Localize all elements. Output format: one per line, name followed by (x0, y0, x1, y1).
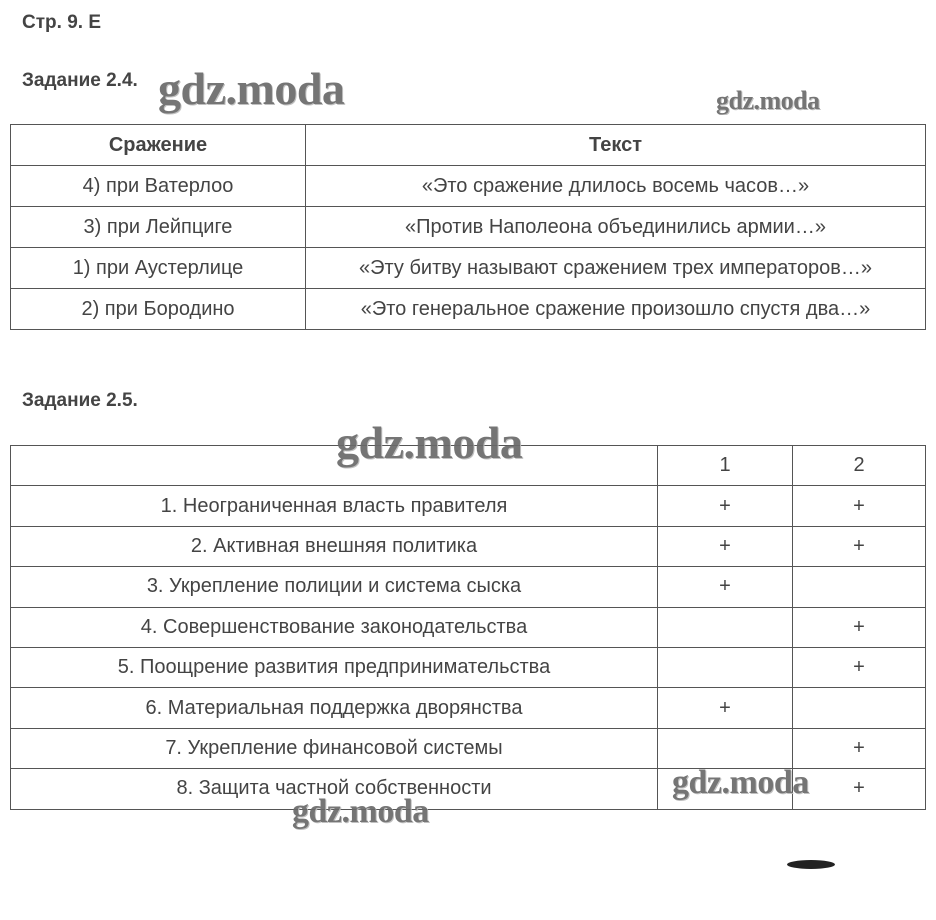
page-title: Стр. 9. Е (22, 12, 101, 33)
feature-cell: 4. Совершенствование законодательства (11, 607, 658, 647)
watermark-logo: gdz.moda (336, 417, 523, 468)
table-row (11, 207, 926, 248)
watermark-logo: gdz.moda (158, 63, 345, 114)
column-header-battle: Сражение (11, 125, 306, 166)
feature-cell: 3. Укрепление полиции и система сыска (11, 567, 658, 607)
mark-cell-2: + (793, 647, 926, 687)
mark-cell-2: + (793, 769, 926, 809)
feature-cell: 8. Защита частной собственности (11, 769, 658, 809)
table-row (11, 526, 926, 566)
mark-cell-2: + (793, 486, 926, 526)
task-2-5-table (10, 445, 926, 810)
mark-cell-1: + (658, 526, 793, 566)
column-header-feature (11, 446, 658, 486)
task-2-4-table (10, 124, 926, 330)
quote-cell: «Это сражение длилось восемь часов…» (306, 166, 926, 207)
quote-cell: «Эту битву называют сражением трех императоров…» (306, 248, 926, 289)
watermark-logo: gdz.moda (716, 86, 820, 115)
column-header-text: Текст (306, 125, 926, 166)
feature-cell: 1. Неограниченная власть правителя (11, 486, 658, 526)
table-row (11, 607, 926, 647)
quote-cell: «Это генеральное сражение произошло спустя два…» (306, 289, 926, 330)
table-row (11, 289, 926, 330)
watermark-logo: gdz.moda (292, 793, 429, 830)
column-header-2: 2 (793, 446, 926, 486)
task-2-5-heading: Задание 2.5. (22, 390, 138, 411)
mark-cell-2 (793, 567, 926, 607)
mark-cell-1 (658, 607, 793, 647)
mark-cell-2: + (793, 526, 926, 566)
mark-cell-2: + (793, 728, 926, 768)
watermark-logo: gdz.moda (672, 764, 809, 801)
mark-cell-1: + (658, 688, 793, 728)
mark-cell-2: + (793, 607, 926, 647)
battle-cell: 2) при Бородино (11, 289, 306, 330)
mark-cell-1: + (658, 486, 793, 526)
table-row (11, 166, 926, 207)
table-row (11, 248, 926, 289)
table-row (11, 647, 926, 687)
mark-cell-2 (793, 688, 926, 728)
task-2-4-heading: Задание 2.4. (22, 70, 138, 91)
mark-cell-1: + (658, 567, 793, 607)
quote-cell: «Против Наполеона объединились армии…» (306, 207, 926, 248)
battle-cell: 4) при Ватерлоо (11, 166, 306, 207)
table-row (11, 688, 926, 728)
mark-cell-1 (658, 728, 793, 768)
feature-cell: 6. Материальная поддержка дворянства (11, 688, 658, 728)
mark-cell-1 (658, 647, 793, 687)
battle-cell: 1) при Аустерлице (11, 248, 306, 289)
feature-cell: 2. Активная внешняя политика (11, 526, 658, 566)
table-row (11, 728, 926, 768)
table-header-row (11, 125, 926, 166)
battle-cell: 3) при Лейпциге (11, 207, 306, 248)
ink-smudge (787, 860, 835, 869)
column-header-1: 1 (658, 446, 793, 486)
feature-cell: 5. Поощрение развития предпринимательства (11, 647, 658, 687)
feature-cell: 7. Укрепление финансовой системы (11, 728, 658, 768)
table-row (11, 486, 926, 526)
table-row (11, 567, 926, 607)
